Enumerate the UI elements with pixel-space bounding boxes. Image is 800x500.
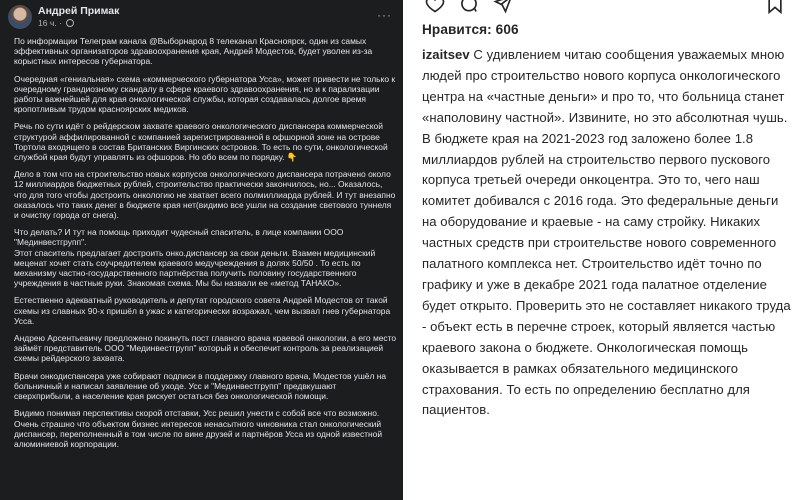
comment-body: С удивлением читаю сообщения уважаемых мною людей про строительство нового корпуса онкологического центра на «частные деньги» и про то, что больница станет «наполовину частной». Извините, но это абсолютная чушь. В бюджете края на 2021-2023 год заложено более 1.8 миллиардов рублей на строительство первого пускового корпуса третьей очереди онкоцентра. Это то, чего наш комитет добивался с 2016 года. Это федеральные деньги на оборудование и краевые - на саму стройку. Никаких частных средств при строительстве нового современного палатного комплекса нет. Строительство идёт точно по графику и уже в декабре 2021 года палатное отделение будет открыто. Проверить это не составляет никакого труда - объект есть в перечне строек, который является частью краевого закона о бюджете. Онкологическая помощь оказывается в рамках обязательного медицинского страхования. То есть по определению бесплатно для пациентов. — [422, 47, 791, 418]
globe-icon — [66, 19, 74, 27]
bookmark-icon[interactable] — [765, 0, 785, 14]
comment-text-block — [422, 45, 794, 421]
comment-icon[interactable] — [459, 0, 479, 14]
post-paragraph: Видимо понимая перспективы скорой отставки, Усс решил унести с собой все что возможно. Очень страшно что объектом бизнес интересов ненасытного чиновника стал онкологический диспансер, переполненный в том числе по вине друзей и партнёров Усса из одной известной алюминиевой корпорации. — [14, 408, 383, 449]
post-meta: 16 ч. · — [38, 18, 74, 28]
post-paragraph: Врачи онкодиспансера уже собирают подписи в поддержку главного врача, Модестов ушёл на больничный и написал заявление об уходе. Усс и "Мединвестгрупп" предвкушают сверхприбыли, а население края рискует остаться без онкологической помощи. — [14, 370, 387, 402]
post-paragraph: По информации Телеграм канала @Выборнарод 8 телеканал Красноярск, один из самых эффективных организаторов здравоохранения края, Андрей Модестов, будет уволен из-за корыстных интересов губернатора. — [14, 36, 373, 67]
more-options-button[interactable]: ··· — [377, 8, 392, 22]
post-body — [14, 36, 397, 456]
instagram-post — [413, 0, 800, 500]
post-paragraph: Что делать? И тут на помощь приходит чудесный спаситель, в лице компании ООО "Мединвестгрупп". — [14, 227, 344, 248]
post-paragraph: Дело в том что на строительство новых корпусов онкологического диспансера потрачено около 12 миллиардов бюджетных рублей, строительство практически закончилось, но... Оказалось, что для того чтобы достроить онкологию не хватает всего полмиллиарда рублей. И тут внезапно оказалось что таких денег в бюджете края нет(видимо все ушли на создание светового туннеля и очистку города от снега). — [14, 169, 396, 221]
post-action-bar — [419, 0, 799, 16]
share-icon[interactable] — [493, 0, 513, 14]
post-paragraph: Этот спаситель предлагает достроить онко.диспансер за свои деньги. Взамен медицинский меценат хочет стать соучредителем краевого медучреждения в долях 50/50 . То есть по механизму частно-государственного партнёрства получить половину государственного учреждения в частные руки. Знакомая схема. Мы бы назвали ее «метод ТАНАКО». — [14, 247, 376, 289]
post-paragraph: Речь по сути идёт о рейдерском захвате краевого онкологического диспансера коммерческой структурой аффилированной с компанией зарегистрированной в офшорной зоне на острове Тортола входящего в состав Британских Виргинских островов. То есть по сути, онкологической службой края будут управлять из офшоров. Но обо всем по порядку. 👇 — [14, 121, 388, 163]
post-time[interactable]: 16 ч. — [38, 18, 57, 28]
author-name[interactable]: Андрей Примак — [38, 5, 120, 17]
comment-username[interactable]: izaitsev — [422, 47, 470, 62]
heart-icon[interactable] — [425, 0, 445, 14]
panel-divider — [403, 0, 413, 500]
post-paragraph: Андрею Арсентьевичу предложено покинуть пост главного врача краевой онкологии, а его место займёт представитель ООО "Мединвестгрупп" который и обеспечит контроль за реализацией схемы рейдерского захвата. — [14, 333, 397, 364]
post-paragraph: Очередная «гениальная» схема «коммерческого губернатора Усса», может привести не только к очередному грандиозному скандалу в сфере краевого здравоохранения, но и к парализации работы важнейшей для края онкологической службы, которая создавалась долгое время кропотливым трудом красноярских медиков. — [14, 73, 396, 115]
likes-count[interactable]: Нравится: 606 — [422, 22, 519, 37]
author-avatar[interactable] — [8, 5, 32, 29]
post-header — [6, 4, 396, 30]
post-paragraph: Естественно адекватный руководитель и депутат городского совета Андрей Модестов от такой схемы из славных 90-х пришёл в ужас и категорически возражал, чем вызвал гнев губернатора Усса. — [14, 295, 391, 326]
